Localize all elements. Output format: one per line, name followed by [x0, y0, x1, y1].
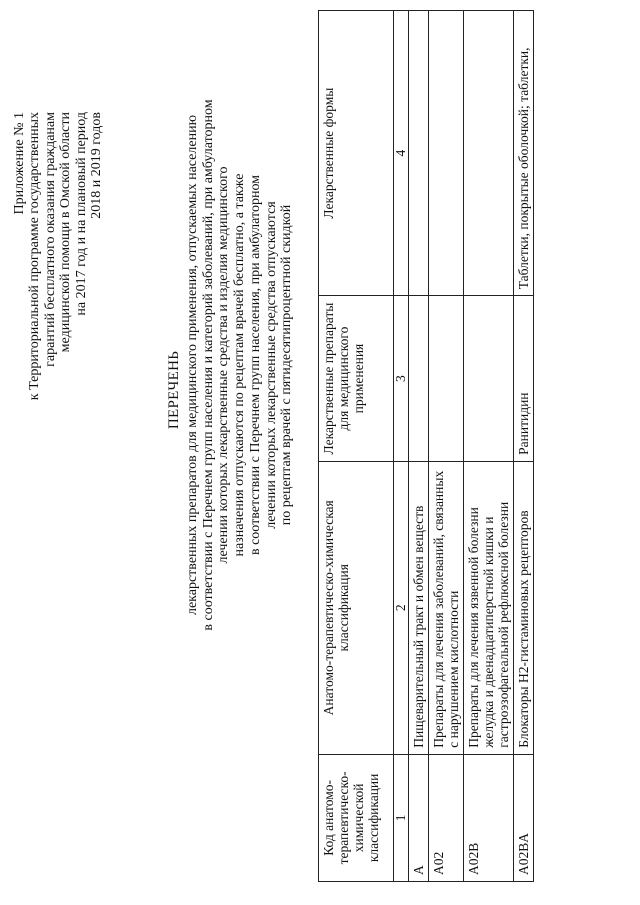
header-code: Код анатомо-терапевтическо-химической классификации	[319, 754, 394, 881]
cell-classification: Пищеварительный тракт и обмен веществ	[409, 461, 429, 754]
subtitle-line: лечении которых лекарственные средства отпускаются	[263, 201, 279, 529]
table-row	[464, 11, 514, 882]
subtitle-line: лечении которых лекарственные средства и изделия медицинского	[216, 166, 232, 564]
cell-drug	[409, 296, 429, 462]
table-row	[429, 11, 464, 882]
appendix-line: к Территориальной программе государственных	[27, 112, 43, 401]
cell-drug	[429, 296, 464, 462]
subtitle-line: в соответствии с Перечнем групп населения, при амбулаторном	[247, 174, 263, 556]
cell-drug: Ранитидин	[514, 296, 534, 462]
cell-code: A02	[429, 754, 464, 881]
table-header-row	[319, 11, 394, 882]
cell-code: A	[409, 754, 429, 881]
header-drug: Лекарственные препараты для медицинского применения	[319, 296, 394, 462]
subtitle-line: по рецептам врачей с пятидесятипроцентной скидкой	[279, 204, 295, 526]
cell-drug	[464, 296, 514, 462]
header-classification: Анатомо-терапевтическо-химическая классификация	[319, 461, 394, 754]
cell-forms	[464, 11, 514, 296]
cell-code: A02B	[464, 754, 514, 881]
appendix-line: 2018 и 2019 годов	[89, 112, 105, 219]
subtitle-line: назначения отпускаются по рецептам врачей бесплатно, а также	[232, 173, 248, 557]
column-number: 4	[394, 11, 409, 296]
column-number-row	[394, 11, 409, 882]
table-row	[409, 11, 429, 882]
cell-forms	[409, 11, 429, 296]
header-forms: Лекарственные формы	[319, 11, 394, 296]
table-row	[514, 11, 534, 882]
column-number: 1	[394, 754, 409, 881]
appendix-line: Приложение № 1	[12, 112, 27, 215]
appendix-line: гарантий бесплатного оказания гражданам	[42, 112, 58, 367]
subtitle-line: в соответствии с Перечнем групп населения и категорий заболеваний, при амбулаторном	[200, 99, 216, 631]
cell-classification: Препараты для лечения язвенной болезни желудка и двенадцатиперстной кишки и гастроэзофагеальной рефлюксной болезни	[464, 461, 514, 754]
appendix-line: на 2017 год и на плановый период	[73, 112, 89, 316]
appendix-note	[12, 112, 104, 492]
cell-code: A02BA	[514, 754, 534, 881]
drug-table	[318, 10, 534, 882]
cell-classification: Препараты для лечения заболеваний, связанных с нарушением кислотности	[429, 461, 464, 754]
column-number: 3	[394, 296, 409, 462]
document-subtitle	[185, 75, 295, 655]
document-title: ПЕРЕЧЕНЬ	[166, 350, 182, 430]
subtitle-line: лекарственных препаратов для медицинского применения, отпускаемых населению	[185, 114, 200, 616]
cell-forms	[429, 11, 464, 296]
cell-classification: Блокаторы H2-гистаминовых рецепторов	[514, 461, 534, 754]
column-number: 2	[394, 461, 409, 754]
appendix-line: медицинской помощи в Омской области	[58, 112, 74, 353]
cell-forms: Таблетки, покрытые оболочкой; таблетки,	[514, 11, 534, 296]
